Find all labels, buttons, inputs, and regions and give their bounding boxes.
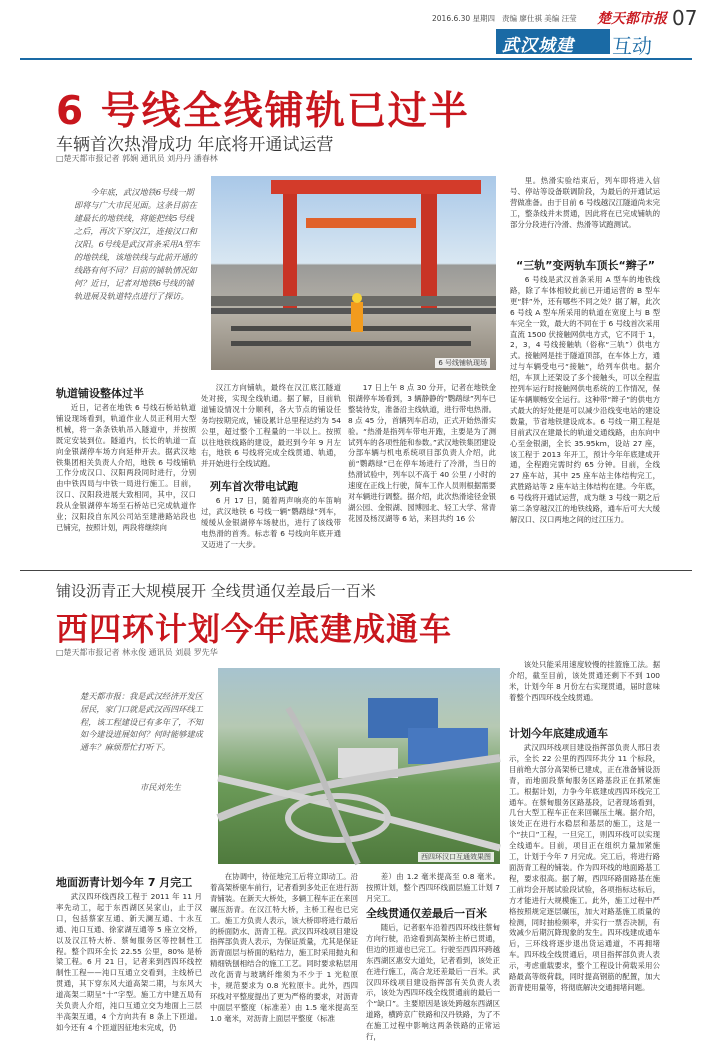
article2-kicker: 铺设沥青正大规模展开 全线贯通仅差最后一百米 xyxy=(56,582,376,600)
article2-col2-paragraph: 在协调中，待征地完工后将立即动工。沿着高架桥驱车前行，记者看到多处正在进行沥青铺装。在新天大桥处，多辆工程车正在来回碾压沥青。在汉江特大桥，主桥工程也已完工。施工方负责人表示，该大桥即将进行最后的桥面防水、沥青工程。武汉四环线项目建设指挥部负责人表示，为保证质量，尤其是保证沥青面层与桥面的粘结力，施工时采用抛丸和精细铣刨相结合的施工工艺。同时要求粘层用改化沥青与玻璃纤维须为不少于 1 光粒原卡，规范要求为 0.8 光粒原卡。此外，西四环线对平整度提出了更为严格的要求，对沥青中面层平整度（标准差）由 1.5 毫米提高至 1.0 毫米，对沥青上面层平整度（标准 xyxy=(210,872,358,1023)
article1-col2-paragraph2: 6 月 17 日，随着两声响亮的车笛响过，武汉地铁 6 号线一辆“鹦鹉绿”列车，缓缓从金银湖停车场驶出，进行了该线带电热滑的首秀。标志着 6 号线向年底开通又迈进了一大步。 xyxy=(201,496,341,549)
date-line: 2016.6.30 星期四 xyxy=(432,14,496,23)
article1-subheadline: 车辆首次热滑成功 年底将开通试运营 xyxy=(56,135,334,155)
article1-col2-subhead: 列车首次带电试跑 xyxy=(210,480,298,493)
section-banner xyxy=(496,29,610,54)
article2-photo xyxy=(218,668,500,864)
editors-line: 责编 廖仕祺 美编 汪莹 xyxy=(502,14,577,23)
article1-col3-paragraph: 17 日上午 8 点 30 分开，记者在地铁金银湖停车场看到，3 辆静静的“鹦鹉绿”列车已整装待发，准备沿主线轨道，进行带电热滑。8 点 45 分，首辆列车启动，正式开始热滑实验。“热滑是指列车带电开跑，主要是为了测试列车的各项性能和参数。”武汉地铁集团建设分部车辆与机电系统项目部负责人介绍，此前“鹦鹉绿”已在停车场进行了冷滑，当日的热滑试验中，列车以不高于 40 公里 / 小时的速度在正线上行驶，简车工作人员则根据需要对车辆进行调整。据介绍，此次热滑途径金银湖公园、金银湖、园博园北、轻工大学、常青花园及杨汊湖等 6 站，来回共约 16 公 xyxy=(348,383,496,523)
article2-col1-text xyxy=(56,892,202,1032)
paper-name: 楚天都市报 xyxy=(597,11,667,27)
article2-right-text1 xyxy=(509,660,660,724)
article1-byline: □楚天都市报记者 郭娴 通讯员 刘丹丹 潘春林 xyxy=(56,154,218,163)
article2-headline: 西四环计划今年底建成通车 xyxy=(56,610,453,648)
article2-col2-text xyxy=(210,872,358,1025)
article1-col1-paragraph: 近日，记者在地铁 6 号线石桥站轨道铺设现场看到，轨道作业人员正利用大型机械，将一条条铁轨吊入隧道中，并按照既定安装到位。隧道内，长长的轨道一直向金银湖停车场方向延伸开去。据武汉地铁集团相关负责人介绍，地铁 6 号线铺轨工作分成汉口、汉阳两段同时进行，分别由中铁四局与中铁一局进行施工。目前，汉口、汉阳段进展大致相同，其中，汉口段从金银湖停车场至石桥站已完成轨道作业；汉阳段自东风公司站至建港路站段也已铺完，按照计划，两段将继续向 xyxy=(56,403,196,532)
article2-byline: □楚天都市报记者 林永俊 通讯员 刘晨 罗先华 xyxy=(56,648,218,657)
article1-col4-text2 xyxy=(510,275,660,563)
article1-intro: 今年底，武汉地铁6号线一期即将与广大市民见面。这条目前在建最长的地铁线，将能把线5号线之后，再次下穿汉江，连接汉口和汉阳。6号线是武汉首条采用A型车的地铁线，该地铁线与此前开通的线路有何不同？目前的铺轨情况如何？近日，记者对地铁6号线的铺轨进展及轨道特点进行了探访。 xyxy=(74,187,200,301)
page-header xyxy=(0,0,706,64)
article2-right-paragraph2: 武汉四环线项目建设指挥部负责人邢日表示，全长 22 公里的西四环共分 11 个标段，目前绝大部分高架桥已建成，正在准备铺设沥青，而地面段蔡甸服务区路基段正在抓紧施工。根据计划，力争今年底建成西四环线完工通车。在蔡甸服务区路基段，记者现场看到，几台大型工程车正在来回碾压土壤。据介绍，该处正在进行水稳层和基层的施工，这是一个“扶口”工程，一旦完工，则四环线可以实现全线通车。目前，项目正在组织力量加紧施工，计划于今年 7 月完成。完工后，将进行路面沥青工程的铺装。作为四环线的地面路基工程，要求很高。据了解，西四环路面路基在施工前均会开展试验段试验，各项指标达标后，方才能进行大规模施工。此外，施工过程中严格按照规定逐层碾压，加大对路基施工质量的检测，同时抽检频率，并实行一票否决制，有效减少后期沉降现象的发生。四环线建成通车后，三环线将逐步退出货运通道，不再拥堵车。四环线全线贯通后，项目指挥部负责人表示，考虑重载要求，整个工程设计荷载采用公路最高等级荷载，同时提高钢筋的配置，加大沥青使用量等，将彻底解决交通拥堵问题。 xyxy=(509,743,660,992)
article1-col4-paragraph2: 6 号线是武汉首条采用 A 型车的地铁线路，除了车体相较此前已开通运营的 B 型车更“胖”外，还有哪些不同之处？据了解，此次 6 号线 A 型车所采用的轨道在宽度上与 B 型车完全一致，最大的不同在于 6 号线首次采用直流 1500 伏接触网供电方式，它不同于 1，2，3，4 号线接触轨（俗称“三轨”）供电方式。接触网是挂于隧道顶部，在车体上方，通过与车辆受电弓“接触”，给列车供电。据介绍，车顶上还架设了多个接触头，可以全程监控列车运行时接触网供电系统的工作情况，保证车辆顺畅安全运行。这种带“辫子”的供电方式最大的好处便是可以减少沿线变电站的建设数量，节省地铁建设成本。6 号线一期工程是目前武汉在建最长的轨道交通线路，由东向中心至金银湖，全长 35.95km，设站 27 座，该工程于 2013 年开工，预计今年年底建成开通，全程跑完需时约 65 分钟。目前，全线 27 座车站，其中 25 座车站主体结构完工，武胜路站等 2 座车站主体结构在建。今年底，6 号线将开通试运营，成为继 3 号线一期之后第二条穿越汉江的地铁线路，通车后可大大缓解汉口、汉口两地之间的过江压力。 xyxy=(510,275,660,524)
interchange-graphic xyxy=(218,668,500,864)
article1-col2-text2 xyxy=(201,496,341,562)
article2-col1-paragraph: 武汉四环线西段工程于 2011 年 11 月率先动工，起于东西湖区吴家山，止于汉口，包括蔡家互通、新天澜互通、十永互通、沌口互通、徐家湖互通等 5 座立交桥，以及汉江特大桥、蔡甸服务区等控制性工程。整个四环全长 22.55 公里，80% 是桥梁工程。6 月 21 日，记者来到西四环线控制性工程——沌口互通立交看到，主线桥已贯通，其下穿东风大道高架二期，与东风大道高架二期呈“十”字型。施工方中建五局有关负责人介绍，沌口互通立交为地面上三层半高架互通，4 个方向共有 8 条上下匝道。如今还有 4 个匝道因征地未完成，仍 xyxy=(56,892,202,1032)
article2-right-subhead: 计划今年底建成通车 xyxy=(509,727,608,740)
article1-col1-text xyxy=(56,403,196,563)
article1-photo-caption: 6 号线铺轨现场 xyxy=(435,358,490,368)
article1-col1-subhead: 轨道铺设整体过半 xyxy=(56,387,144,400)
article1-col4-text xyxy=(510,176,660,254)
article2-col3-paragraph2: 随后，记者驱车沿着西四环线往蔡甸方向行驶，沿途看到高架桥主桥已贯通，但边的匝道也已完工。行驶至西四环跨越东西湖区惠安大道处，记者看到，该处正在进行施工，高合龙还差最后一百米。武汉四环线项目建设指挥部有关负责人表示，该处为西四环线全线贯通前的最后一个“缺口”。主要原因是该处跨越东西湖区道路，横跨京广铁路和汉丹铁路，为了不在施工过程中影响这两条铁路的正常运行， xyxy=(366,923,500,1042)
crane-graphic xyxy=(211,176,496,370)
article2-intro: 楚天都市报：我是武汉经济开发区居民，家门口就是武汉西四环线工程，该工程建设已有多年了，不知如今建设进展如何？何时能够建成通车？麻烦帮忙打听下。 xyxy=(80,691,203,753)
article1-photo xyxy=(211,176,496,370)
header-rule xyxy=(20,58,692,60)
article2-right-text2 xyxy=(509,743,660,1025)
article1-col2-paragraph: 汉江方向铺轨，最终在汉江底江隧道处对接，实现全线轨通。据了解，目前轨道铺设情况十分顺利，各大节点的铺设任务均按期完成，铺设累计总里程达约为 54 公里，超过整个工程量的一半以上。按照以往地铁线路的建设，最迟到今年 9 月左右，地铁 6 号线将完成全线贯通、轨通，并开始进行全线试跑。 xyxy=(201,383,341,469)
section-banner-text: 武汉城建 xyxy=(502,36,574,56)
article2-col1-subhead: 地面沥青计划今年 7 月完工 xyxy=(56,876,193,889)
article1-col4-paragraph: 里。热滑实验结束后，列车即将进入信号、停站等设备联调阶段，为最后的开通试运营做准备。由于目前 6 号线越汉江隧道尚未完工，整条线并未贯通，因此将在已完成铺轨的部分分段进行冷滑、热滑等试跑测试。 xyxy=(510,176,660,229)
article2-right-paragraph1: 该处只能采用速度较慢的挂篮施工法。据介绍，截至目前，该处贯通还剩下不到 100 米，计划今年 8 月份左右实现贯通，届时意味着整个西四环线全线贯通。 xyxy=(509,660,660,702)
article1-col2-text xyxy=(201,383,341,483)
article2-col3-text2 xyxy=(366,923,500,1042)
article2-col3-text xyxy=(366,872,500,904)
article2-col3-subhead: 全线贯通仅差最后一百米 xyxy=(366,907,487,920)
article1-headline: 6 号线全线铺轨已过半 xyxy=(56,89,470,134)
article1-col4-subhead: “三轨”变两轨车顶长“辫子” xyxy=(516,259,655,272)
section-name: 互动 xyxy=(612,34,652,58)
article2-photo-caption: 西四环汉口互通效果图 xyxy=(418,852,494,862)
article2-intro-sign: 市民刘先生 xyxy=(140,782,181,792)
article-divider xyxy=(20,570,692,571)
article2-col3-paragraph: 差）由 1.2 毫米提高至 0.8 毫米。按照计划，整个西四环线面层施工计划 7 月完工。 xyxy=(366,872,500,903)
article1-col3-text xyxy=(348,383,496,563)
page-number: 07 xyxy=(672,6,698,30)
